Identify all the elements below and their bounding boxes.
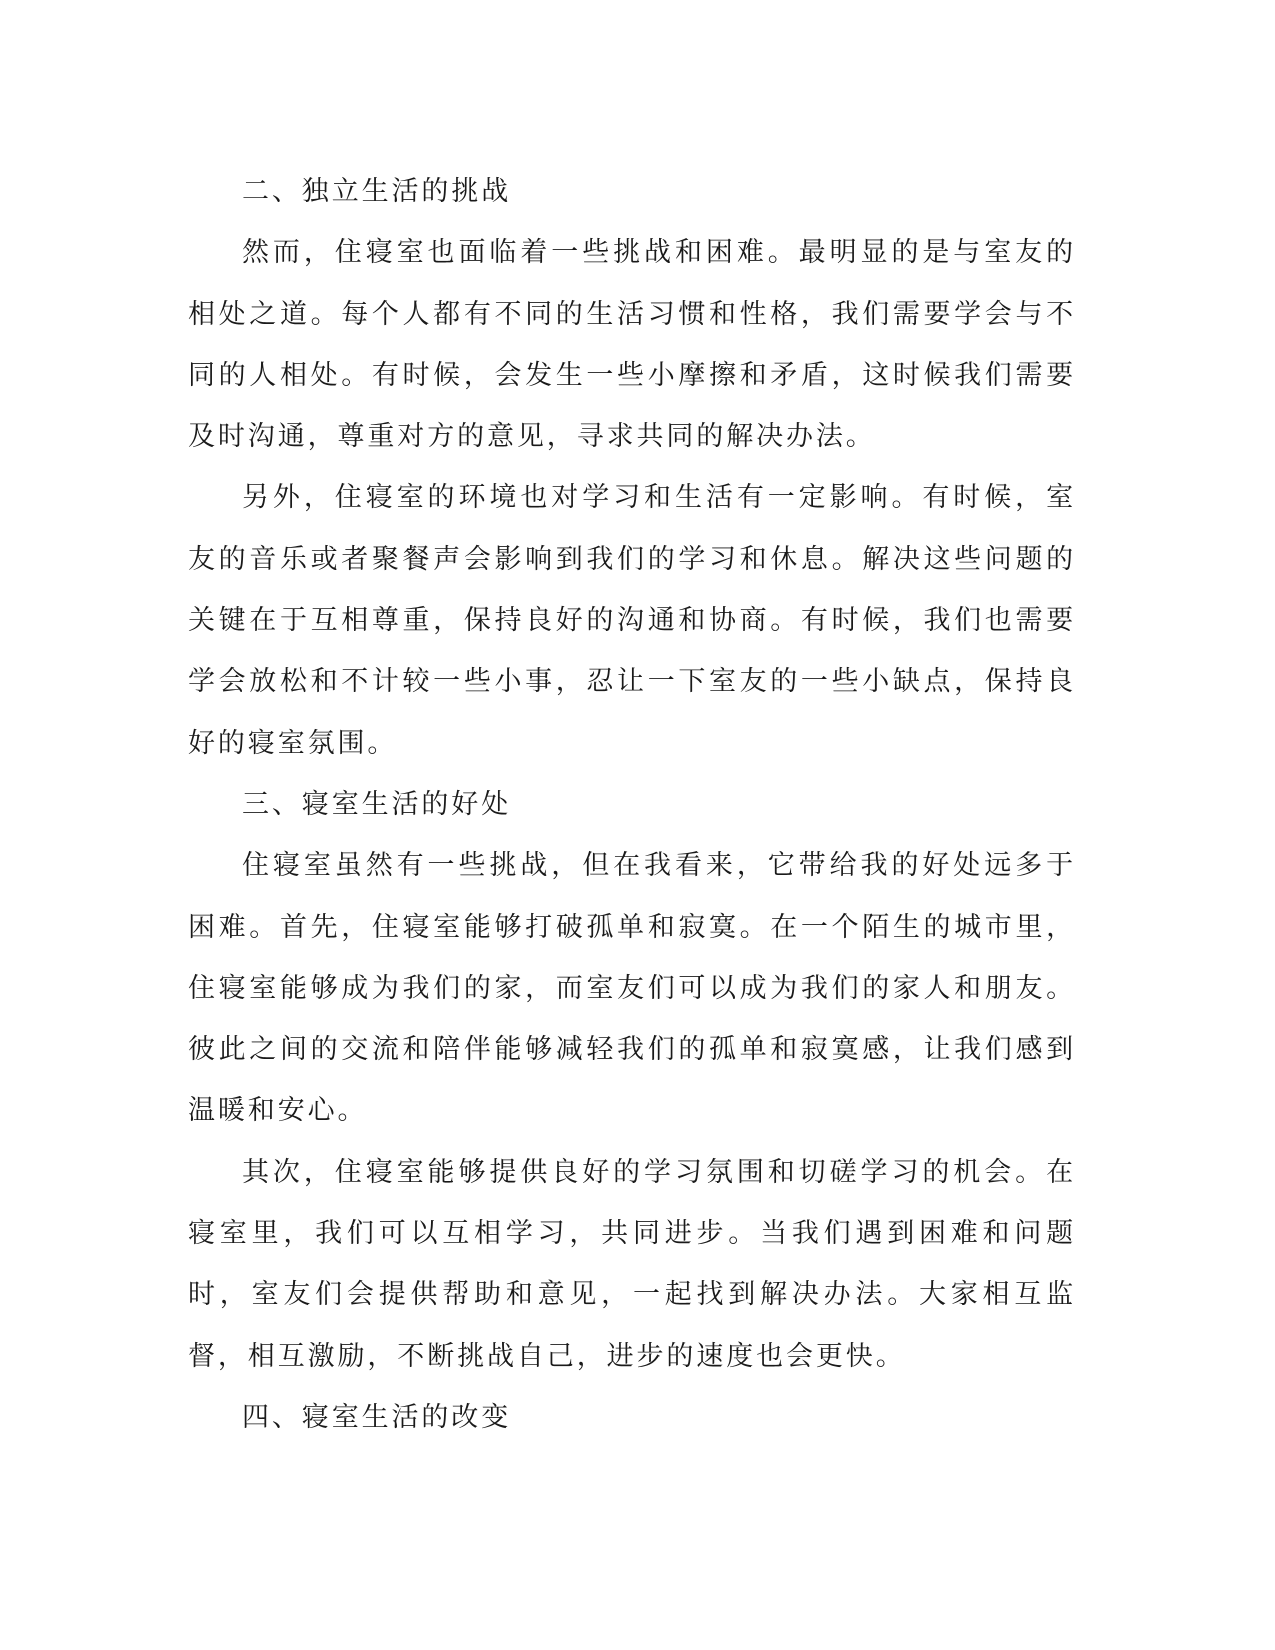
paragraph-study-atmosphere: 其次，住寝室能够提供良好的学习氛围和切磋学习的机会。在寝室里，我们可以互相学习，共同进步。当我们遇到困难和问题时，室友们会提供帮助和意见，一起找到解决办法。大家相互监督，相互激励，不断挑战自己，进步的速度也会更快。	[188, 1156, 1076, 1372]
paragraph-loneliness: 住寝室虽然有一些挑战，但在我看来，它带给我的好处远多于困难。首先，住寝室能够打破孤单和寂寞。在一个陌生的城市里，住寝室能够成为我们的家，而室友们可以成为我们的家人和朋友。彼此之间的交流和陪伴能够减轻我们的孤单和寂寞感，让我们感到温暖和安心。	[188, 850, 1076, 1127]
paragraph-dorm-environment: 另外，住寝室的环境也对学习和生活有一定影响。有时候，室友的音乐或者聚餐声会影响到我们的学习和休息。解决这些问题的关键在于互相尊重，保持良好的沟通和协商。有时候，我们也需要学会放松和不计较一些小事，忍让一下室友的一些小缺点，保持良好的寝室氛围。	[188, 482, 1076, 759]
document-body	[188, 161, 1076, 1448]
section-heading-dorm-benefits: 三、寝室生活的好处	[242, 788, 512, 820]
section-heading-independent-living: 二、独立生活的挑战	[242, 176, 512, 207]
paragraph-roommate-challenges: 然而，住寝室也面临着一些挑战和困难。最明显的是与室友的相处之道。每个人都有不同的生活习惯和性格，我们需要学会与不同的人相处。有时候，会发生一些小摩擦和矛盾，这时候我们需要及时沟通，尊重对方的意见，寻求共同的解决办法。	[188, 237, 1076, 453]
section-heading-dorm-changes: 四、寝室生活的改变	[242, 1401, 512, 1433]
